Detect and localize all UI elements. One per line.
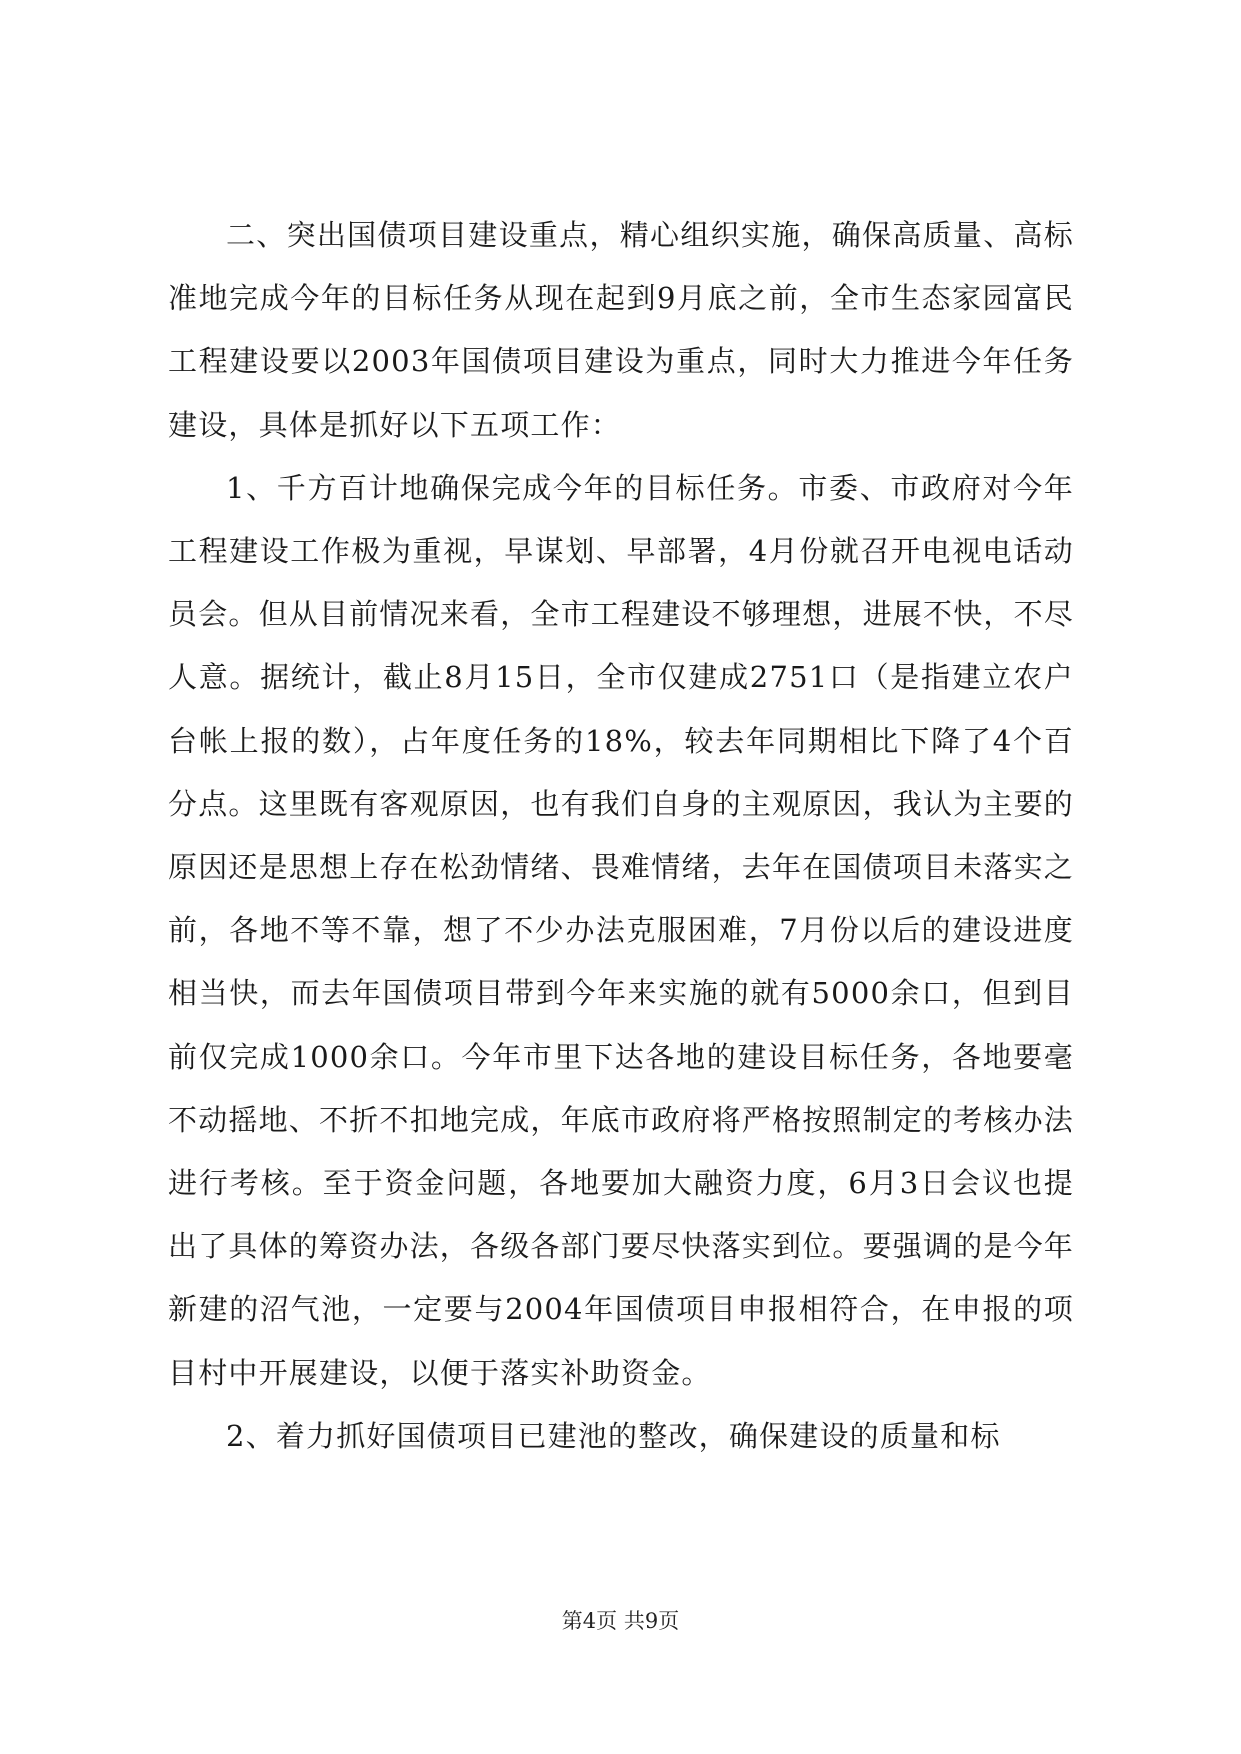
page-number-footer: 第4页 共9页 xyxy=(561,1609,680,1633)
paragraph-item-two: 2、着力抓好国债项目已建池的整改，确保建设的质量和标 xyxy=(226,1418,1001,1453)
paragraph-item-one: 1、千方百计地确保完成今年的目标任务。市委、市政府对今年工程建设工作极为重视，早谋划、早部署，4月份就召开电视电话动员会。但从目前情况来看，全市工程建设不够理想，进展不快，不尽人意。据统计，截止8月15日，全市仅建成2751口（是指建立农户台帐上报的数），占年度任务的18%，较去年同期相比下降了4个百分点。这里既有客观原因，也有我们自身的主观原因，我认为主要的原因还是思想上存在松劲情绪、畏难情绪，去年在国债项目未落实之前，各地不等不靠，想了不少办法克服困难，7月份以后的建设进度相当快，而去年国债项目带到今年来实施的就有5000余口，但到目前仅完成1000余口。今年市里下达各地的建设目标任务，各地要毫不动摇地、不折不扣地完成，年底市政府将严格按照制定的考核办法进行考核。至于资金问题，各地要加大融资力度，6月3日会议也提出了具体的筹资办法，各级各部门要尽快落实到位。要强调的是今年新建的沼气池，一定要与2004年国债项目申报相符合，在申报的项目村中开展建设，以便于落实补助资金。 xyxy=(168,470,1075,1390)
document-body xyxy=(168,204,1074,1468)
paragraph-section-two: 二、突出国债项目建设重点，精心组织实施，确保高质量、高标准地完成今年的目标任务从现在起到9月底之前，全市生态家园富民工程建设要以2003年国债项目建设为重点，同时大力推进今年任务建设，具体是抓好以下五项工作： xyxy=(168,218,1074,442)
